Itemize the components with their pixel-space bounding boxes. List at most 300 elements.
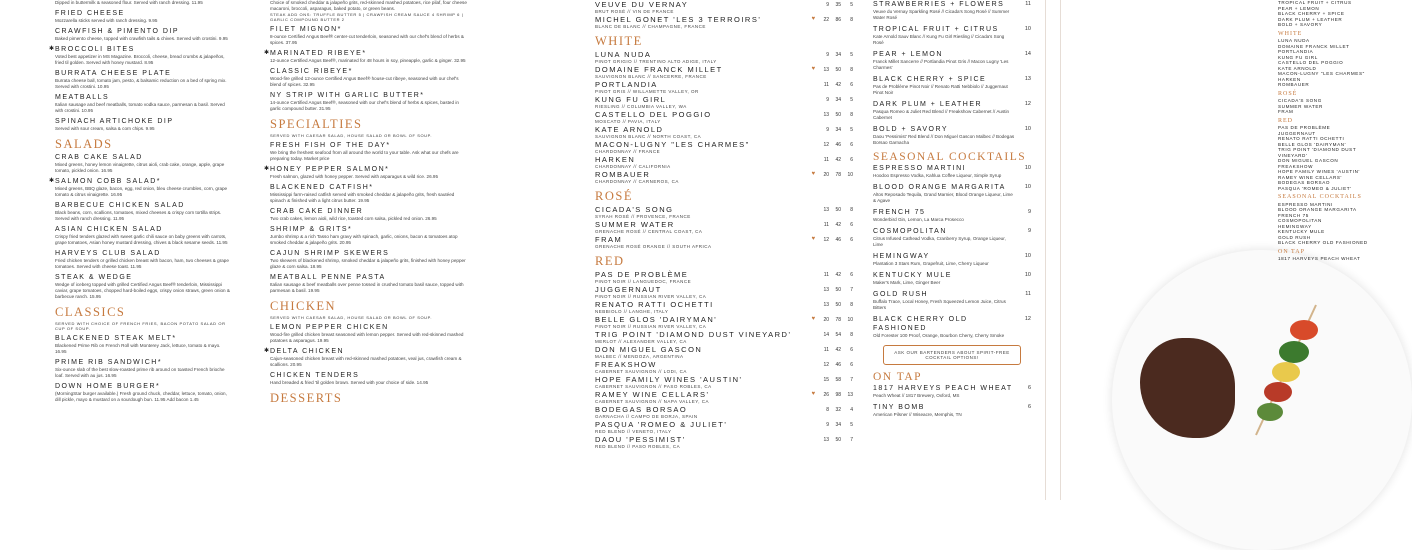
wine-name: CASTELLO DEL POGGIO	[595, 110, 712, 119]
cocktail-description: Hoodoo Espresso Vodka, Kahlua Coffee Liqueur, Simple Syrup	[873, 173, 1002, 178]
wine-price: 50	[835, 112, 841, 118]
menu-item	[55, 69, 230, 90]
wine-price: 13	[823, 67, 829, 73]
wine-region: MOSCATO // PAVIA, ITALY	[595, 119, 661, 124]
mini-item: HEMINGWAY	[1278, 223, 1312, 229]
wine-price: 12	[823, 237, 829, 243]
wine-price: 11	[823, 347, 829, 353]
mini-item: GOLD RUSH	[1278, 234, 1311, 240]
section-title: SPECIALTIES	[270, 117, 363, 131]
wine-prices	[817, 17, 857, 23]
item-name: MEATBALLS	[55, 94, 110, 101]
mini-item: BLACK CHERRY OLD FASHIONED	[1278, 240, 1368, 245]
cocktail-name: TROPICAL FRUIT + CITRUS	[873, 26, 999, 33]
item-description: Italian sausage & beef meatballs over penne tossed in crushed tomato basil sauce, topped with parmesan & basil. 19.95	[270, 282, 464, 293]
cocktail-price: 6	[1027, 404, 1031, 410]
menu-item	[270, 225, 470, 246]
wine-name: PAS DE PROBLÈME	[595, 270, 689, 279]
wine-name: FRAM	[595, 235, 623, 244]
menu-item	[55, 334, 230, 355]
menu-item	[270, 91, 470, 112]
wine-row	[595, 235, 857, 249]
mini-section-title: SEASONAL COCKTAILS	[1278, 194, 1362, 200]
wine-price: 42	[835, 347, 841, 353]
section-title: DESSERTS	[270, 391, 343, 405]
wine-row	[595, 80, 857, 94]
wine-price: 11	[823, 222, 829, 228]
heart-icon: ♥	[811, 316, 815, 322]
cocktail-price: 10	[1024, 126, 1031, 132]
item-name: CLASSIC RIBEYE*	[270, 68, 353, 75]
wine-prices	[817, 437, 857, 443]
cocktail-item	[873, 271, 1031, 286]
cocktail-description: Pasqua Romeo & Juliet Red Blend // Freakshow Cabernet // Austin Cabernet	[873, 109, 1010, 120]
item-description: Baked pimento cheese, topped with crawfish tails & chives. Served with crostini. 9.95	[55, 36, 228, 41]
wine-prices	[817, 2, 857, 8]
section-title: SALADS	[55, 137, 113, 151]
menu-item	[55, 225, 230, 246]
wine-price: 5	[850, 97, 853, 103]
menu-item	[270, 323, 470, 344]
mini-item: RAMEY WINE CELLARS'	[1278, 174, 1343, 180]
item-description: Dipped in buttermilk & seasoned flour. Served with ranch dressing. 11.95	[55, 0, 203, 5]
cocktail-description: Citrus Infused Cathead Vodka, Cranberry Syrup, Orange Liqueur, Lime	[873, 236, 1006, 247]
wine-price: 50	[835, 287, 841, 293]
item-description: Cajun-seasoned chicken breast with red-skinned mashed potatoes, veal jus, crawfish cream & scallions. 20.95	[270, 356, 462, 367]
menu-item	[270, 207, 470, 222]
star-icon: ✱	[49, 178, 55, 184]
wine-row	[595, 285, 857, 299]
menu-item	[270, 25, 470, 46]
cocktail-name: BLACK CHERRY + SPICE	[873, 76, 987, 83]
wine-price: 9	[826, 52, 829, 58]
cocktail-item	[873, 125, 1031, 146]
wine-prices	[817, 67, 857, 73]
menu-item	[49, 45, 230, 66]
wine-price: 34	[835, 127, 841, 133]
cocktail-item	[873, 50, 1031, 71]
wine-price: 32	[835, 407, 841, 413]
wine-prices	[817, 237, 857, 243]
wine-region: PINOT NOIR // LANGUEDOC, FRANCE	[595, 279, 692, 284]
cocktail-price: 9	[1027, 209, 1031, 215]
menu-item	[270, 371, 470, 386]
wine-price: 13	[823, 437, 829, 443]
mini-item: ROMBAUER	[1278, 82, 1310, 87]
menu-item	[55, 249, 230, 270]
mini-item: HARKEN	[1278, 76, 1301, 82]
wine-row	[595, 390, 857, 404]
wine-name: KATE ARNOLD	[595, 125, 664, 134]
wine-name: ROMBAUER	[595, 170, 651, 179]
mini-item: LUNA NUDA	[1278, 38, 1310, 43]
cocktail-price: 11	[1025, 1, 1031, 7]
cocktail-price: 10	[1024, 26, 1031, 32]
item-description: Two crab cakes, lemon aioli, wild rice, toasted corn salsa, pickled red onion. 26.95	[270, 216, 437, 221]
wine-region: RED BLEND // PASO ROBLES, CA	[595, 444, 681, 449]
wine-row	[595, 315, 857, 329]
item-name: BROCCOLI BITES	[55, 46, 135, 53]
cocktail-item	[873, 315, 1031, 339]
cocktail-item	[873, 25, 1031, 46]
wine-name: VEUVE DU VERNAY	[595, 0, 689, 9]
item-name: BARBECUE CHICKEN SALAD	[55, 202, 185, 209]
section-title: WHITE	[595, 34, 643, 48]
wine-row	[595, 435, 857, 449]
cocktail-name: TINY BOMB	[873, 404, 925, 411]
wine-price: 10	[847, 317, 853, 323]
item-name: SPINACH ARTICHOKE DIP	[55, 118, 174, 125]
wine-price: 5	[850, 422, 853, 428]
wine-row	[595, 345, 857, 359]
wine-prices	[817, 52, 857, 58]
wine-price: 50	[835, 302, 841, 308]
menu-item	[270, 67, 470, 88]
section-title: CHICKEN	[270, 299, 337, 313]
item-description: Six-ounce slab of the best slow-roasted prime rib around on toasted French brioche loaf. Served with au jus. 16.95	[55, 367, 225, 378]
wine-name: JUGGERNAUT	[595, 285, 662, 294]
wine-name: LUNA NUDA	[595, 50, 652, 59]
wine-prices	[817, 272, 857, 278]
wine-price: 13	[823, 287, 829, 293]
mini-item: SUMMER WATER	[1278, 103, 1323, 109]
mini-item: BOLD + SAVORY	[1278, 22, 1323, 27]
mini-item: DARK PLUM + LEATHER	[1278, 16, 1343, 22]
item-name: BURRATA CHEESE PLATE	[55, 70, 172, 77]
wine-name: RAMEY WINE CELLARS'	[595, 390, 710, 399]
item-name: HONEY PEPPER SALMON*	[270, 166, 390, 173]
wine-price: 8	[850, 17, 853, 23]
menu-item	[55, 382, 230, 403]
mini-section-title: WHITE	[1278, 30, 1303, 37]
section-subtitle: SERVED WITH CAESAR SALAD, HOUSE SALAD OR BOWL OF SOUP.	[270, 133, 433, 138]
item-name: ASIAN CHICKEN SALAD	[55, 226, 163, 233]
section-title: ON TAP	[873, 371, 923, 383]
section-subtitle: SERVED WITH CAESAR SALAD, HOUSE SALAD OR BOWL OF SOUP.	[270, 315, 433, 320]
cocktail-description: Buffalo Trace, Local Honey, Fresh Squeezed Lemon Juice, Citrus Bitters	[873, 299, 1006, 310]
wine-price: 8	[850, 332, 853, 338]
cocktail-name: GOLD RUSH	[873, 291, 929, 298]
wine-price: 8	[850, 67, 853, 73]
cocktail-item	[873, 208, 1031, 223]
wine-region: PINOT GRIGIO // TRENTINO ALTO ADIGE, ITALY	[595, 59, 717, 64]
wine-region: SYRAH ROSÉ // PROVENCE, FRANCE	[595, 214, 691, 219]
mini-item: TROPICAL FRUIT + CITRUS	[1278, 0, 1352, 5]
mini-item: ESPRESSO MARTINI	[1278, 201, 1333, 207]
cocktail-description: Pas de Problème Pinot Noir // Renato Ratti Nebbiolo // Juggernaut Pinot Noir	[873, 84, 1008, 95]
menu-item	[55, 358, 230, 379]
mini-item: PASQUA 'ROMEO & JULIET'	[1278, 185, 1352, 191]
wine-price: 5	[850, 127, 853, 133]
wine-price: 54	[835, 332, 841, 338]
item-name: SALMON COBB SALAD*	[55, 178, 161, 185]
item-description: Wood-fire grilled chicken breast seasoned with lemon pepper. Served with red-skinned mashed potatoes & asparagus. 19.95	[270, 332, 464, 343]
cocktail-description: Old Forester 100 Proof, Orange, Bourbon Cherry, Cherry Smoke	[873, 333, 1005, 338]
menu-item	[264, 165, 470, 180]
wine-row	[595, 420, 857, 434]
wine-name: HARKEN	[595, 155, 636, 164]
item-name: SHRIMP & GRITS*	[270, 226, 353, 233]
cocktail-item	[873, 0, 1031, 21]
menu-item	[270, 141, 470, 162]
cocktail-description: Plantation 3 Stars Rum, Grapefruit, Lime, Cherry Liqueur	[873, 261, 989, 266]
menu-item	[55, 93, 230, 114]
wine-region: CABERNET SAUVIGNON // NAPA VALLEY, CA	[595, 399, 709, 404]
star-icon: ✱	[264, 50, 270, 56]
mini-item: BLOOD ORANGE MARGARITA	[1278, 207, 1357, 212]
wine-price: 46	[835, 142, 841, 148]
menu-item	[55, 117, 230, 132]
mini-item: FREAKSHOW	[1278, 163, 1314, 169]
wine-price: 8	[826, 407, 829, 413]
cocktail-price: 10	[1024, 165, 1031, 171]
item-name: LEMON PEPPER CHICKEN	[270, 324, 389, 331]
wine-price: 14	[823, 332, 829, 338]
wine-prices	[817, 407, 857, 413]
item-name: CRAB CAKE SALAD	[55, 154, 143, 161]
wine-price: 11	[823, 272, 829, 278]
cocktail-name: BLACK CHERRY OLD FASHIONED	[873, 316, 968, 332]
wine-region: RIESLING // COLUMBIA VALLEY, WA	[595, 104, 687, 109]
mini-item: JUGGERNAUT	[1278, 130, 1316, 136]
wine-name: CICADA'S SONG	[595, 205, 674, 214]
cocktail-name: PEAR + LEMON	[873, 51, 943, 58]
wine-region: CHARDONNAY // CARNEROS, CA	[595, 179, 679, 184]
item-name: DELTA CHICKEN	[270, 348, 345, 355]
wine-price: 13	[823, 112, 829, 118]
wine-price: 50	[835, 207, 841, 213]
item-description: Mozzarella sticks served with ranch dressing. 9.95	[55, 18, 158, 23]
wine-row	[595, 205, 857, 219]
wine-price: 86	[835, 17, 841, 23]
wine-region: MERLOT // ALEXANDER VALLEY, CA	[595, 339, 687, 344]
mini-item: DON MIGUEL GASCON	[1278, 158, 1339, 163]
wine-row	[595, 140, 857, 154]
cocktail-description: Veuve du Vernay Sparkling Rosé // Cicada's Song Rosé // Summer Water Rosé	[873, 9, 1010, 20]
item-description: Voted best appetizer in MS Magazine. Broccoli, cheese, bread crumbs & jalapeños, fried til golden. Served with honey mustard. 8.95	[55, 54, 225, 65]
mini-item: KUNG FU GIRL	[1278, 54, 1318, 60]
wine-price: 6	[850, 222, 853, 228]
wine-region: SAUVIGNON BLANC // NORTH COAST, CA	[595, 134, 702, 139]
wine-price: 20	[823, 317, 829, 323]
item-name: HARVEYS CLUB SALAD	[55, 250, 161, 257]
cocktail-price: 11	[1025, 291, 1031, 297]
wine-price: 11	[823, 82, 829, 88]
menu-item	[270, 183, 470, 204]
mini-section-title: ON TAP	[1278, 248, 1305, 255]
cocktail-item	[873, 290, 1031, 311]
wine-region: PINOT NOIR // RUSSIAN RIVER VALLEY, CA	[595, 324, 707, 329]
wine-row	[595, 50, 857, 64]
wine-price: 22	[823, 17, 829, 23]
wine-price: 5	[850, 52, 853, 58]
item-description: Blackened Prime Rib on French Roll with Monterey Jack, lettuce, tomato & mayo. 16.95	[55, 343, 221, 354]
column-steaks-specialties	[264, 0, 470, 500]
star-icon: ✱	[264, 166, 270, 172]
item-name: STEAK & WEDGE	[55, 274, 133, 281]
cocktail-name: DARK PLUM + LEATHER	[873, 101, 983, 108]
cocktail-name: BLOOD ORANGE MARGARITA	[873, 184, 1006, 191]
wine-price: 6	[850, 272, 853, 278]
item-name: DOWN HOME BURGER*	[55, 383, 161, 390]
mini-section-title: RED	[1278, 117, 1293, 124]
menu-item	[264, 49, 470, 64]
cocktail-description: Altos Reposado Tequila, Grand Marnier, Blood Orange Liqueur, Lime & Agave	[873, 192, 1013, 203]
mini-item: KATE ARNOLD	[1278, 65, 1317, 71]
wine-name: MACON-LUGNY "LES CHARMES"	[595, 140, 750, 149]
section-title: ROSÉ	[595, 189, 633, 203]
wine-region: NEBBIOLO // LANGHE, ITALY	[595, 309, 669, 314]
wine-price: 78	[835, 172, 841, 178]
wine-price: 8	[850, 112, 853, 118]
wine-prices	[817, 317, 857, 323]
item-description: (MorningStar burger available.) Fresh ground chuck, cheddar, lettuce, tomato, onion, dill pickle, mayo & mustard on a sourdough bun. 11.95 Add bacon 1.45	[55, 391, 227, 402]
wine-name: KUNG FU GIRL	[595, 95, 667, 104]
menu-item	[49, 177, 230, 198]
steak-add-ons: STEAK ADD ONS: TRUFFLE BUTTER 5 | CRAWFISH CREAM SAUCE 4 SHRIMP 6 | GARLIC COMPOUND BUTTER 2	[270, 12, 464, 22]
menu-item	[270, 273, 470, 294]
wine-prices	[817, 142, 857, 148]
item-description: Mississippi farm-raised catfish served with smoked cheddar & jalapeño grits, fresh sautéed spinach & finished with a light citrus butter. 19.95	[270, 192, 455, 203]
cocktail-item	[873, 384, 1031, 399]
mini-item: COSMOPOLITAN	[1278, 218, 1322, 223]
wine-prices	[817, 97, 857, 103]
item-description: Black beans, corn, scallions, tomatoes, mixed cheeses & crispy corn tortilla strips. Served with ranch dressing. 11.95	[55, 210, 222, 221]
mini-item: FRENCH 75	[1278, 212, 1309, 218]
wine-price: 12	[823, 362, 829, 368]
menu-item	[264, 347, 470, 368]
column-wines	[595, 0, 857, 500]
wine-prices	[817, 172, 857, 178]
cocktail-price: 10	[1024, 184, 1031, 190]
item-description: Mixed greens, BBQ glaze, bacon, egg, red onion, bleu cheese crumbles, corn, grape tomato & citrus vinaigrette. 16.95	[55, 186, 228, 197]
wine-prices	[817, 302, 857, 308]
item-description: Served with sour cream, salsa & corn chips. 9.95	[55, 126, 155, 131]
wine-name: DOMAINE FRANCK MILLET	[595, 65, 723, 74]
item-description: Jumbo shrimp & a rich Tasso ham gravy with spinach, garlic, onions, bacon & tomatoes atop smoked cheddar & jalapeño grits. 20.95	[270, 234, 458, 245]
cocktail-name: ESPRESSO MARTINI	[873, 165, 967, 172]
item-description: Two skewers of blackened shrimp, smoked cheddar & jalapeño grits, finished with honey pepper glaze & corn salsa. 18.95	[270, 258, 466, 269]
mini-section-title: ROSÉ	[1278, 90, 1298, 97]
wine-price: 98	[835, 392, 841, 398]
wine-price: 42	[835, 222, 841, 228]
cocktail-price: 6	[1027, 385, 1031, 391]
item-name: FRESH FISH OF THE DAY*	[270, 142, 391, 149]
cocktail-price: 14	[1024, 51, 1031, 57]
mini-item: BLACK CHERRY + SPICE	[1278, 11, 1345, 16]
cocktail-item	[873, 100, 1031, 121]
cocktail-description: Peach Wheat // 1817 Brewery, Oxford, MS	[873, 393, 960, 398]
wine-row	[595, 0, 857, 14]
wine-price: 58	[835, 377, 841, 383]
wine-region: BLANC DE BLANC // CHAMPAGNE, FRANCE	[595, 24, 706, 29]
mini-item: BELLE GLOS 'DAIRYMAN'	[1278, 141, 1347, 147]
wine-price: 13	[823, 302, 829, 308]
mini-item: MACON-LUGNY "LES CHARMES"	[1278, 71, 1365, 76]
mini-item: KENTUCKY MULE	[1278, 229, 1325, 234]
wine-name: RENATO RATTI OCHETTI	[595, 300, 714, 309]
wine-row	[595, 375, 857, 389]
wine-row	[595, 330, 857, 344]
item-description: Burrata cheese ball, tomato jam, pesto, & balsamic reduction on a bed of spring mix. Served with crostini. 10.95	[55, 78, 227, 89]
section-title: SEASONAL COCKTAILS	[873, 151, 1027, 163]
wine-price: 7	[850, 287, 853, 293]
wine-row	[595, 170, 857, 184]
item-description: 14-ounce Certified Angus Beef®, seasoned with our chef's blend of herbs & spices, basted in garlic compound butter. 31.95	[270, 100, 459, 111]
wine-name: FREAKSHOW	[595, 360, 657, 369]
wine-prices	[817, 347, 857, 353]
menu-item	[55, 0, 230, 6]
wine-region: GRENACHE ROSÉ // CENTRAL COAST, CA	[595, 229, 703, 234]
wine-price: 15	[823, 377, 829, 383]
wine-row	[595, 95, 857, 109]
mini-item: HOPE FAMILY WINES 'AUSTIN'	[1278, 169, 1361, 174]
spirit-free-note: ASK OUR BARTENDERS ABOUT SPIRIT-FREE COCKTAIL OPTIONS!	[883, 345, 1021, 365]
wine-prices	[817, 377, 857, 383]
wine-price: 9	[826, 97, 829, 103]
wine-row	[595, 360, 857, 374]
wine-prices	[817, 362, 857, 368]
item-name: MEATBALL PENNE PASTA	[270, 274, 386, 281]
wine-name: MICHEL GONET 'LES 3 TERROIRS'	[595, 15, 762, 24]
wine-region: SAUVIGNON BLANC // SANCERRE, FRANCE	[595, 74, 707, 79]
wine-price: 50	[835, 437, 841, 443]
item-description: Mixed greens, honey lemon vinaigrette, citrus aioli, crab cake, orange, apple, grape tomato, pickled onion. 16.95	[55, 162, 225, 173]
item-name: CRAWFISH & PIMENTO DIP	[55, 28, 180, 35]
heart-icon: ♥	[811, 16, 815, 22]
item-description: Fried chicken tenders or grilled chicken breast with bacon, ham, two cheeses & grape tomatoes. Served with cheese toast. 11.95	[55, 258, 229, 269]
cocktail-price: 12	[1024, 316, 1031, 322]
wine-price: 50	[835, 67, 841, 73]
mini-item: DOMAINE FRANCK MILLET	[1278, 43, 1350, 49]
wine-price: 7	[850, 437, 853, 443]
wine-price: 11	[823, 157, 829, 163]
cocktail-name: FRENCH 75	[873, 209, 926, 216]
wine-price: 5	[850, 2, 853, 8]
wine-price: 34	[835, 422, 841, 428]
wine-price: 6	[850, 362, 853, 368]
item-description: Wedge of iceberg topped with grilled Certified Angus Beef® tenderloin, Mississippi caviar, grape tomatoes, chopped hard-boiled eggs, crispy onion straws, green onion & barbecue ranch. 15.95	[55, 282, 230, 299]
wine-price: 42	[835, 272, 841, 278]
wine-name: SUMMER WATER	[595, 220, 675, 229]
wine-region: CHARDONNAY // CALIFORNIA	[595, 164, 671, 169]
wine-region: RED BLEND // VENETO, ITALY	[595, 429, 672, 434]
wine-prices	[817, 127, 857, 133]
wine-prices	[817, 112, 857, 118]
star-icon: ✱	[49, 46, 55, 52]
cocktail-item	[873, 227, 1031, 248]
menu-item	[55, 201, 230, 222]
wine-prices	[817, 207, 857, 213]
wine-price: 6	[850, 142, 853, 148]
wine-name: TRIG POINT 'DIAMOND DUST VINEYARD'	[595, 330, 792, 339]
wine-price: 6	[850, 157, 853, 163]
item-description: Wood-fire grilled 12-ounce Certified Angus Beef® house-cut ribeye, seasoned with our chef's blend of spices. 32.95	[270, 76, 459, 87]
wine-region: CABERNET SAUVIGNON // LODI, CA	[595, 369, 687, 374]
wine-name: BODEGAS BORSAO	[595, 405, 688, 414]
item-name: CRAB CAKE DINNER	[270, 208, 364, 215]
cocktail-name: KENTUCKY MULE	[873, 272, 952, 279]
cocktail-name: HEMINGWAY	[873, 253, 930, 260]
wine-price: 6	[850, 82, 853, 88]
cocktail-description: Daou 'Pessimist' Red Blend // Don Miguel Gascon Malbec // Bodegas Borsao Garnacha	[873, 134, 1015, 145]
wine-price: 6	[850, 237, 853, 243]
cocktail-name: 1817 HARVEYS PEACH WHEAT	[873, 385, 1013, 392]
cocktail-description: Kate Arnold Sauv Blanc // Kung Fu Girl Riesling // Cicada's Song Rosé	[873, 34, 1005, 45]
wine-price: 26	[823, 392, 829, 398]
wine-price: 20	[823, 172, 829, 178]
wine-price: 42	[835, 157, 841, 163]
